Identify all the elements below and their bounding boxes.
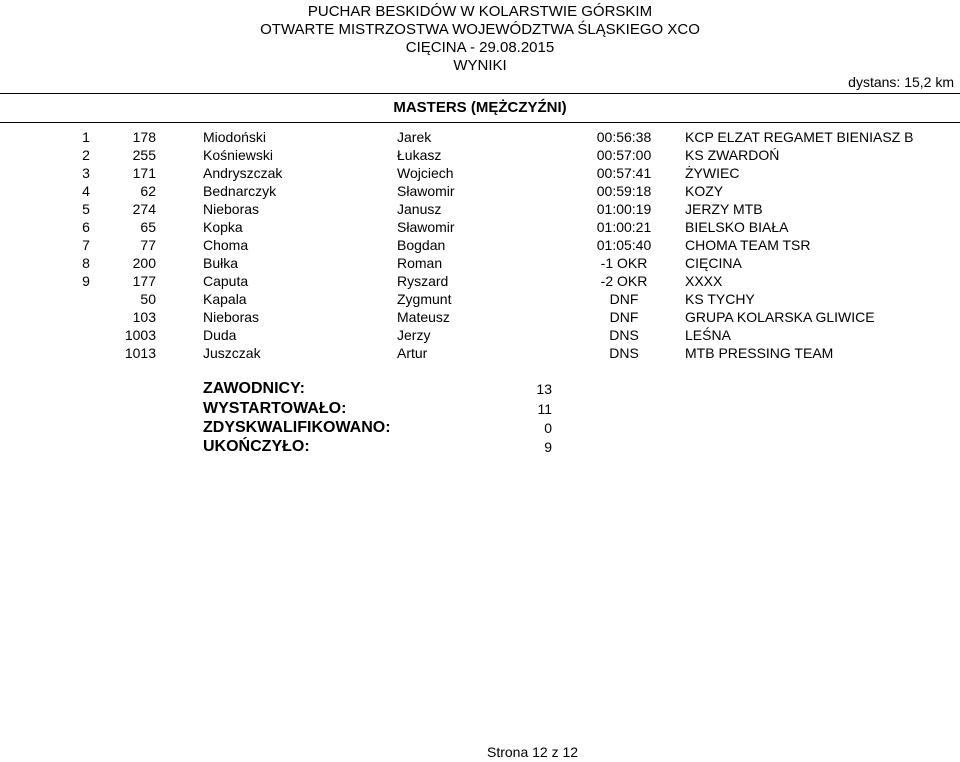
surname: Nieboras	[203, 201, 260, 217]
summary-label: ZDYSKWALIFIKOWANO:	[203, 419, 391, 436]
first-name: Sławomir	[397, 219, 455, 235]
team: ŻYWIEC	[685, 165, 740, 181]
start-number: 103	[132, 309, 156, 325]
finish-time: 00:59:18	[596, 183, 652, 199]
start-number: 62	[140, 183, 156, 199]
start-number: 178	[132, 129, 156, 145]
place: 1	[82, 129, 90, 145]
category-title: MASTERS (MĘŻCZYŹNI)	[393, 99, 567, 116]
result-row	[0, 218, 960, 236]
event-location-date: CIĘCINA - 29.08.2015	[405, 39, 555, 56]
result-row	[0, 254, 960, 272]
page-footer	[0, 744, 960, 762]
summary-label: UKOŃCZYŁO:	[203, 438, 310, 455]
result-row	[0, 344, 960, 362]
summary-value: 0	[544, 420, 552, 436]
start-number: 65	[140, 219, 156, 235]
team: LEŚNA	[685, 327, 731, 343]
first-name: Łukasz	[397, 147, 442, 163]
team: XXXX	[685, 273, 723, 289]
place: 9	[82, 273, 90, 289]
result-row	[0, 272, 960, 290]
finish-time: 00:56:38	[596, 129, 652, 145]
first-name: Sławomir	[397, 183, 455, 199]
summary-value: 13	[536, 381, 552, 397]
finish-time: 00:57:41	[596, 165, 652, 181]
start-number: 1003	[124, 327, 156, 343]
team: KOZY	[685, 183, 724, 199]
team: KS TYCHY	[685, 291, 755, 307]
team: GRUPA KOLARSKA GLIWICE	[685, 309, 875, 325]
finish-time: 01:00:21	[596, 219, 652, 235]
summary-row	[0, 418, 960, 438]
team: KCP ELZAT REGAMET BIENIASZ B	[685, 129, 914, 145]
team: CIĘCINA	[685, 255, 742, 271]
finish-time: 01:05:40	[596, 237, 652, 253]
result-row	[0, 182, 960, 200]
first-name: Janusz	[397, 201, 442, 217]
result-row	[0, 146, 960, 164]
start-number: 177	[132, 273, 156, 289]
finish-time: -2 OKR	[600, 273, 648, 289]
summary-row	[0, 379, 960, 399]
result-row	[0, 308, 960, 326]
result-row	[0, 128, 960, 146]
first-name: Wojciech	[397, 165, 454, 181]
start-number: 274	[132, 201, 156, 217]
team: CHOMA TEAM TSR	[685, 237, 811, 253]
first-name: Ryszard	[397, 273, 449, 289]
place: 2	[82, 147, 90, 163]
event-title: PUCHAR BESKIDÓW W KOLARSTWIE GÓRSKIM	[307, 3, 653, 20]
surname: Duda	[203, 327, 237, 343]
finish-time: -1 OKR	[600, 255, 648, 271]
surname: Nieboras	[203, 309, 260, 325]
header-divider-top	[0, 93, 960, 94]
page-number: Strona 12 z 12	[487, 744, 579, 760]
surname: Miodoński	[203, 129, 267, 145]
start-number: 50	[140, 291, 156, 307]
first-name: Mateusz	[397, 309, 450, 325]
start-number: 200	[132, 255, 156, 271]
finish-time: DNS	[609, 345, 639, 361]
result-row	[0, 164, 960, 182]
surname: Kapala	[203, 291, 247, 307]
summary-value: 11	[537, 401, 552, 417]
first-name: Jerzy	[397, 327, 431, 343]
summary-label: ZAWODNICY:	[203, 380, 305, 397]
first-name: Roman	[397, 255, 443, 271]
surname: Choma	[203, 237, 249, 253]
header-divider-bottom	[0, 122, 960, 123]
result-row	[0, 326, 960, 344]
start-number: 77	[140, 237, 156, 253]
finish-time: DNF	[609, 291, 639, 307]
start-number: 171	[132, 165, 156, 181]
event-subtitle: OTWARTE MISTRZOSTWA WOJEWÓDZTWA ŚLĄSKIEGO XCO	[260, 21, 700, 38]
first-name: Zygmunt	[397, 291, 452, 307]
surname: Juszczak	[203, 345, 261, 361]
surname: Kopka	[203, 219, 243, 235]
surname: Bułka	[203, 255, 239, 271]
finish-time: DNS	[609, 327, 639, 343]
summary-value: 9	[544, 439, 552, 455]
finish-time: 00:57:00	[596, 147, 652, 163]
place: 7	[82, 237, 90, 253]
start-number: 1013	[124, 345, 156, 361]
result-row	[0, 290, 960, 308]
place: 8	[82, 255, 90, 271]
result-row	[0, 200, 960, 218]
surname: Andryszczak	[203, 165, 283, 181]
result-row	[0, 236, 960, 254]
start-number: 255	[132, 147, 156, 163]
team: BIELSKO BIAŁA	[685, 219, 789, 235]
surname: Caputa	[203, 273, 249, 289]
summary-row	[0, 437, 960, 457]
summary-row	[0, 399, 960, 419]
place: 3	[82, 165, 90, 181]
summary-label: WYSTARTOWAŁO:	[203, 400, 347, 417]
place: 4	[82, 183, 90, 199]
first-name: Artur	[397, 345, 428, 361]
place: 6	[82, 219, 90, 235]
surname: Kośniewski	[203, 147, 274, 163]
first-name: Jarek	[397, 129, 432, 145]
results-heading: WYNIKI	[453, 57, 507, 74]
place: 5	[82, 201, 90, 217]
team: MTB PRESSING TEAM	[685, 345, 834, 361]
first-name: Bogdan	[397, 237, 446, 253]
race-distance: dystans: 15,2 km	[848, 74, 954, 90]
finish-time: 01:00:19	[596, 201, 652, 217]
finish-time: DNF	[609, 309, 639, 325]
surname: Bednarczyk	[203, 183, 277, 199]
team: KS ZWARDOŃ	[685, 147, 780, 163]
team: JERZY MTB	[685, 201, 763, 217]
